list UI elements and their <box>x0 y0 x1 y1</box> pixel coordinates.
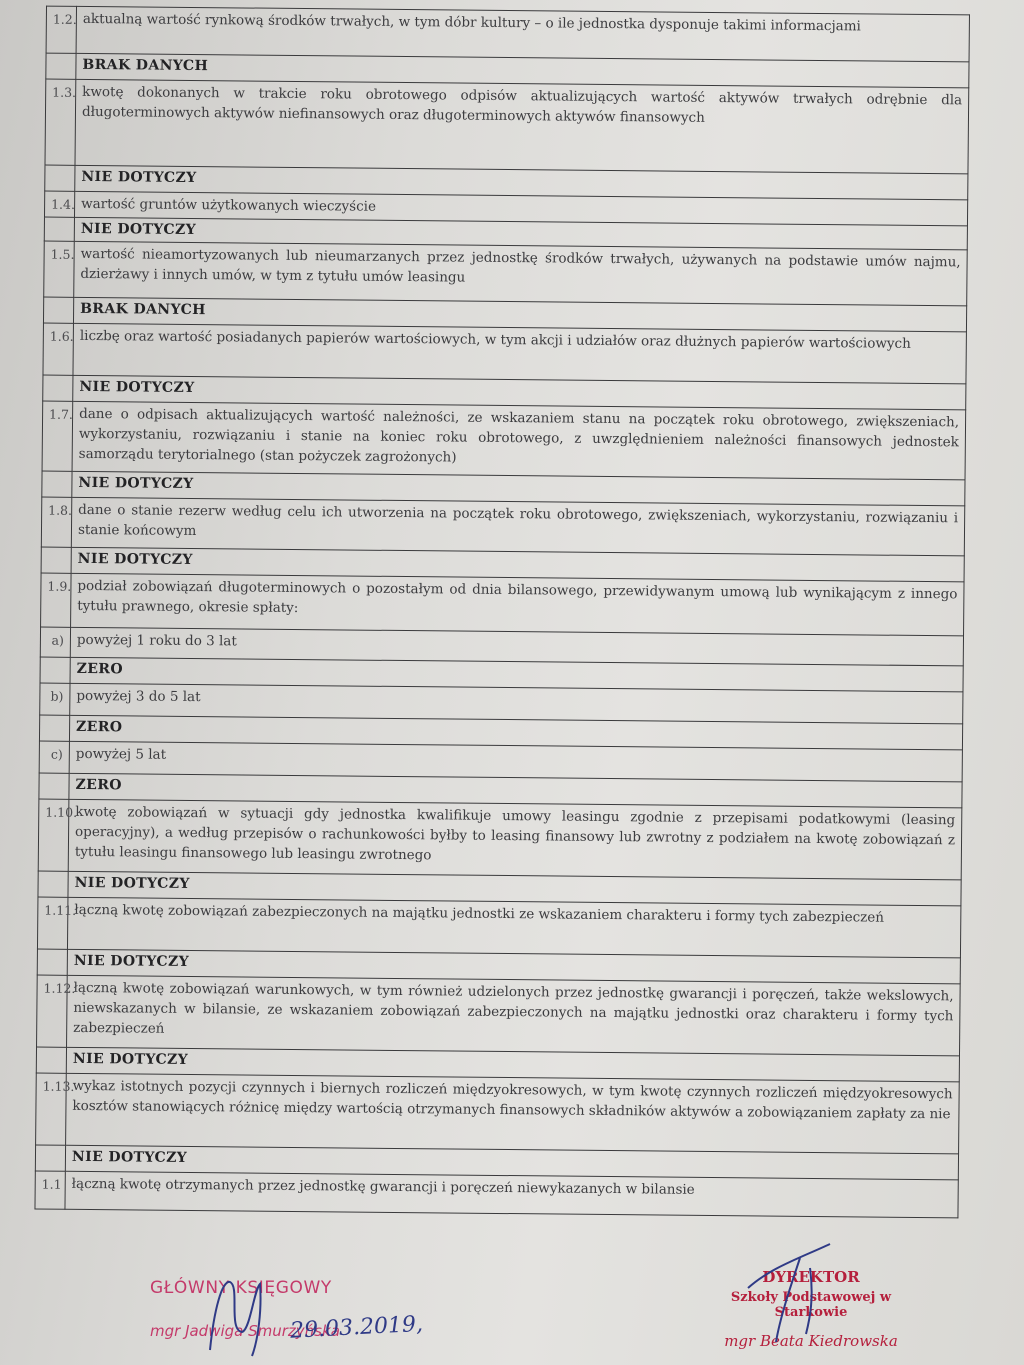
item-text: łączną kwotę zobowiązań warunkowych, w tym również udzielonych przez jednostkę gwarancji i poręczeń, także wekslowych, niewskazanych w bilansie, ze wskazaniem zobowiązań zabezpieczonych na majątku jednostki oraz charakteru i formy tych zabezpieczeń <box>67 975 961 1056</box>
handwritten-date: 29.03.2019, <box>289 1311 424 1344</box>
signature-scribble-icon <box>200 1270 270 1360</box>
item-number: 1.3. <box>45 79 76 165</box>
table-row <box>36 1073 960 1154</box>
item-text: wartość nieamortyzowanych lub nieumarzanych przez jednostkę środków trwałych, używanych na podstawie umów najmu, dzierżawy i innych umów, w tym z tytułu umów leasingu <box>74 241 967 306</box>
item-text: liczbę oraz wartość posiadanych papierów wartościowych, w tym akcji i udziałów oraz dłużnych papierów wartościowych <box>73 323 966 384</box>
stamp-name: mgr Beata Kiedrowska <box>724 1332 898 1350</box>
item-text: łączną kwotę zobowiązań zabezpieczonych na majątku jednostki ze wskazaniem charakteru i formy tych zabezpieczeń <box>67 897 960 958</box>
item-text: powyżej 5 lat <box>69 741 962 782</box>
director-signature-icon <box>740 1238 860 1348</box>
stamp-title: GŁÓWNY KSIĘGOWY <box>150 1278 332 1298</box>
item-number: 1.9. <box>41 573 72 627</box>
item-number: 1.13. <box>36 1073 67 1145</box>
item-number: 1.10. <box>38 799 69 871</box>
table-row <box>44 241 967 306</box>
item-answer: NIE DOTYCZY <box>73 375 966 410</box>
table-row <box>45 79 969 174</box>
item-answer: NIE DOTYCZY <box>66 1047 959 1082</box>
item-text: dane o stanie rezerw według celu ich utworzenia na początek roku obrotowego, zwiększeniach, wykorzystaniu, rozwiązaniu i stanie końcowym <box>71 497 964 556</box>
notes-form <box>34 6 970 1283</box>
stamp-name: mgr Jadwiga Smurzyńska <box>150 1322 340 1340</box>
item-text: łączną kwotę otrzymanych przez jednostkę gwarancji i poręczeń niewykazanych w bilansie <box>65 1171 958 1218</box>
item-text: dane o odpisach aktualizujących wartość należności, ze wskazaniem stanu na początek roku obrotowego, zwiększeniach, wykorzystaniu, rozwiązaniu i stanie na koniec roku obrotowego, z uwzględnieniem należności finansowych jednostek samorządu terytorialnego (stan pożyczek zagrożonych) <box>72 401 966 480</box>
table-row <box>41 497 964 556</box>
item-number: b) <box>40 683 70 715</box>
notes-table <box>34 6 970 1219</box>
item-answer: BRAK DANYCH <box>76 53 969 88</box>
item-number: a) <box>40 627 70 657</box>
item-answer: ZERO <box>70 657 963 692</box>
item-answer: NIE DOTYCZY <box>67 949 960 984</box>
item-number: 1.2. <box>46 6 76 53</box>
item-number: 1.7. <box>42 401 73 471</box>
item-number: 1.6. <box>43 323 73 375</box>
item-answer: NIE DOTYCZY <box>65 1145 958 1180</box>
stamp-school: Szkoły Podstawowej w Starkowie <box>730 1290 892 1320</box>
item-text: kwotę dokonanych w trakcie roku obrotowego odpisów aktualizujących wartość aktywów trwałych odrębnie dla długoterminowych aktywów niefinansowych oraz długoterminowych aktywów finansowych <box>75 79 969 174</box>
item-answer: NIE DOTYCZY <box>68 871 961 906</box>
table-row <box>35 1171 958 1218</box>
item-number: 1.5. <box>44 241 75 297</box>
table-row <box>37 975 961 1056</box>
table-row <box>43 323 966 384</box>
item-text: wartość gruntów użytkowanych wieczyście <box>74 191 967 226</box>
item-number: 1.12. <box>37 975 68 1047</box>
item-answer: ZERO <box>69 773 962 808</box>
table-row <box>42 401 966 480</box>
item-number: 1.1 <box>35 1171 65 1209</box>
item-number: 1.4. <box>44 191 74 217</box>
item-text: powyżej 1 roku do 3 lat <box>70 627 963 666</box>
item-text: aktualną wartość rynkową środków trwałych, w tym dóbr kultury – o ile jednostka dysponuje takimi informacjami <box>76 6 969 62</box>
table-row <box>37 897 960 958</box>
item-answer: NIE DOTYCZY <box>74 217 967 250</box>
item-number: 1.8. <box>41 497 71 547</box>
signature-area <box>0 1268 1024 1365</box>
item-text: kwotę zobowiązań w sytuacji gdy jednostka kwalifikuje umowy leasingu zgodnie z przepisami podatkowymi (leasing operacyjny), a według przepisów o rachunkowości byłby to leasing finansowy lub zwrotny z podziałem na kwotę zobowiązań z tytułu leasingu finansowego lub leasingu zwrotnego <box>68 799 962 880</box>
item-answer: NIE DOTYCZY <box>75 165 968 200</box>
item-text: wykaz istotnych pozycji czynnych i biernych rozliczeń międzyokresowych, w tym kwotę czynnych rozliczeń międzyokresowych kosztów stanowiących różnicę między wartością otrzymanych finansowych składników aktywów a zobowiązaniem zapłaty za nie <box>66 1073 960 1154</box>
item-text: powyżej 3 do 5 lat <box>70 683 963 724</box>
table-row <box>41 573 964 636</box>
item-answer: NIE DOTYCZY <box>72 471 965 506</box>
item-answer: BRAK DANYCH <box>73 297 966 332</box>
table-row <box>38 799 962 880</box>
item-answer: ZERO <box>69 715 962 750</box>
item-text: podział zobowiązań długoterminowych o pozostałym od dnia bilansowego, przewidywanym umową lub wynikającym z innego tytułu prawnego, okresie spłaty: <box>71 573 964 636</box>
stamp-title: DYREKTOR <box>762 1268 860 1286</box>
item-answer: NIE DOTYCZY <box>71 547 964 582</box>
item-number: c) <box>39 741 69 773</box>
item-number: 1.11. <box>37 897 67 949</box>
